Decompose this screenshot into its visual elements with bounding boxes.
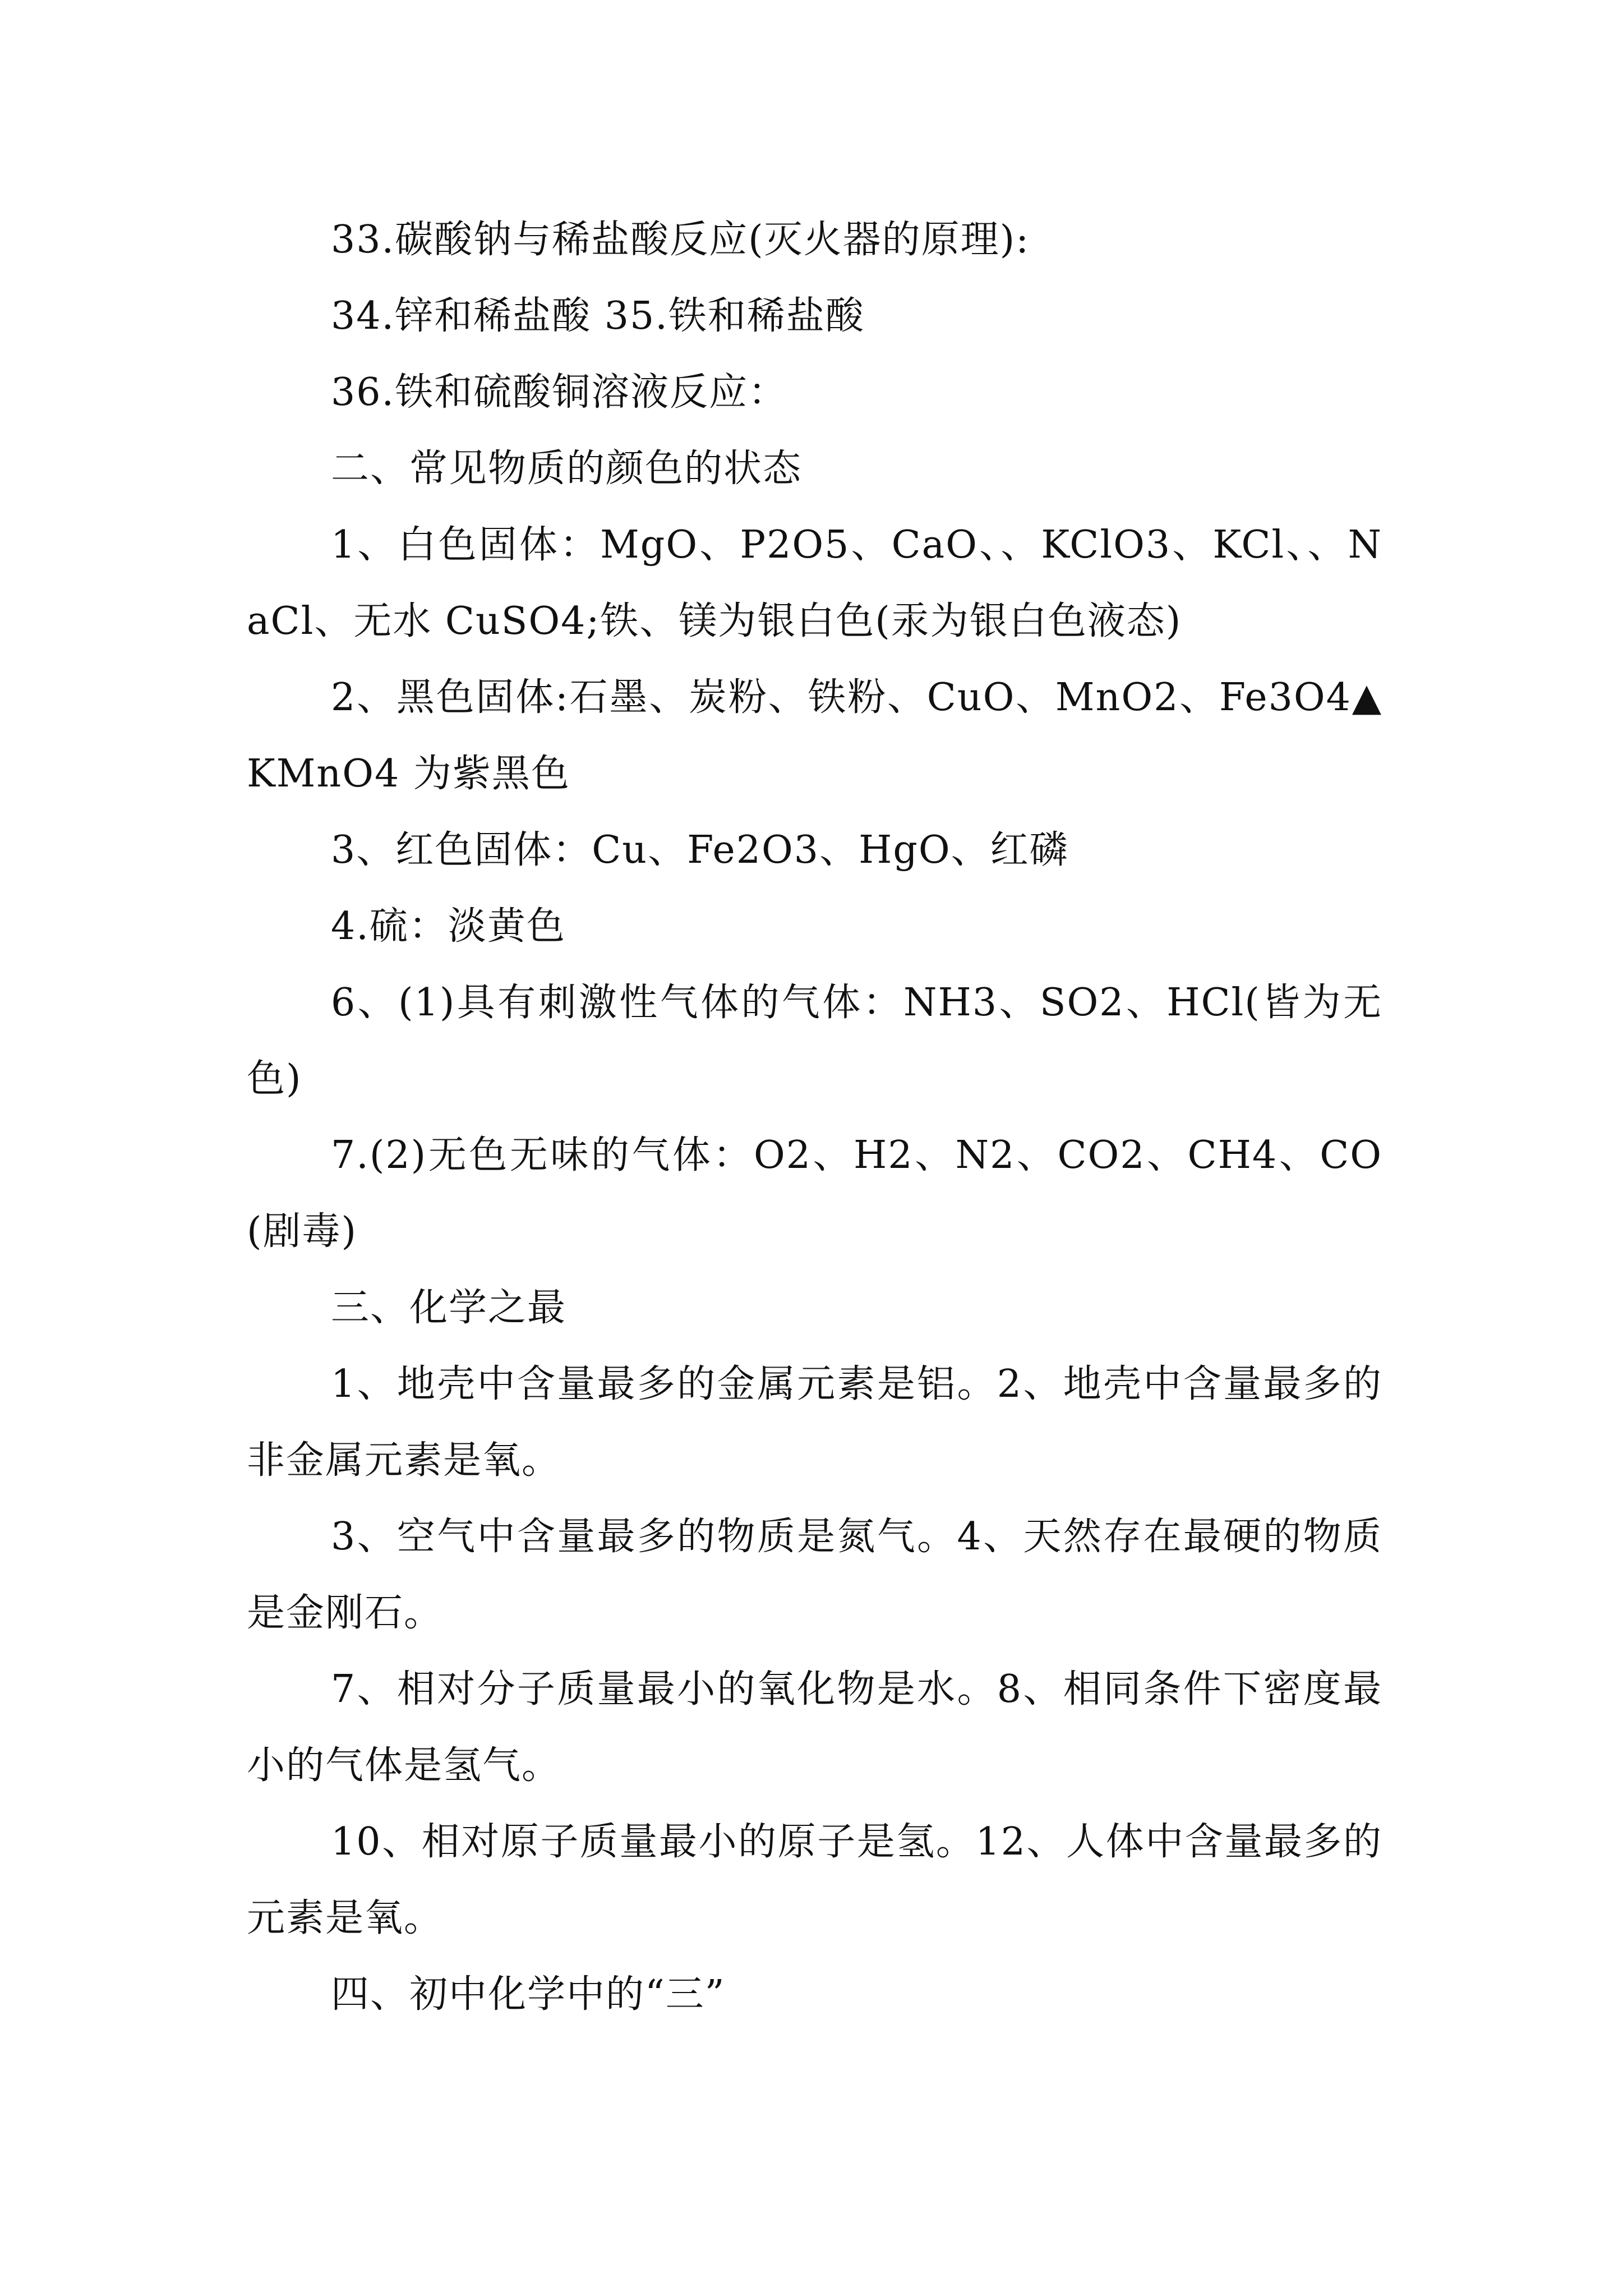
paragraph-reaction-33: 33.碳酸钠与稀盐酸反应(灭火器的原理):: [331, 218, 1030, 262]
paragraph-red-solids: 3、红色固体：Cu、Fe2O3、HgO、红磷: [331, 828, 1069, 872]
paragraph-superlative-3-4: 3、空气中含量最多的物质是氮气。4、天然存在最硬的物质是金刚石。: [247, 1515, 1382, 1635]
section-heading-colors-states: 二、常见物质的颜色的状态: [331, 447, 803, 491]
paragraph-odorless-gases: 7.(2)无色无味的气体：O2、H2、N2、CO2、CH4、CO(剧毒): [247, 1133, 1382, 1254]
paragraph-white-solids: 1、白色固体：MgO、P2O5、CaO、、KClO3、KCl、、NaCl、无水 CuSO4;铁、镁为银白色(汞为银白色液态): [247, 523, 1382, 643]
section-heading-chemistry-superlatives: 三、化学之最: [331, 1286, 567, 1330]
paragraph-sulfur: 4.硫：淡黄色: [331, 904, 566, 949]
section-heading-threes: 四、初中化学中的“三”: [331, 1972, 726, 2017]
paragraph-reaction-36: 36.铁和硫酸铜溶液反应：: [331, 370, 788, 415]
paragraph-reaction-34-35: 34.锌和稀盐酸 35.铁和稀盐酸: [331, 294, 865, 338]
paragraph-irritating-gases: 6、(1)具有刺激性气体的气体：NH3、SO2、HCl(皆为无色): [247, 981, 1382, 1101]
document-body: [247, 202, 1382, 2033]
paragraph-superlative-10-12: 10、相对原子质量最小的原子是氢。12、人体中含量最多的元素是氧。: [247, 1820, 1382, 1940]
paragraph-superlative-7-8: 7、相对分子质量最小的氧化物是水。8、相同条件下密度最小的气体是氢气。: [247, 1667, 1382, 1788]
paragraph-black-solids: 2、黑色固体:石墨、炭粉、铁粉、CuO、MnO2、Fe3O4▲KMnO4 为紫黑色: [247, 675, 1382, 796]
paragraph-superlative-1-2: 1、地壳中含量最多的金属元素是铝。2、地壳中含量最多的非金属元素是氧。: [247, 1362, 1382, 1483]
